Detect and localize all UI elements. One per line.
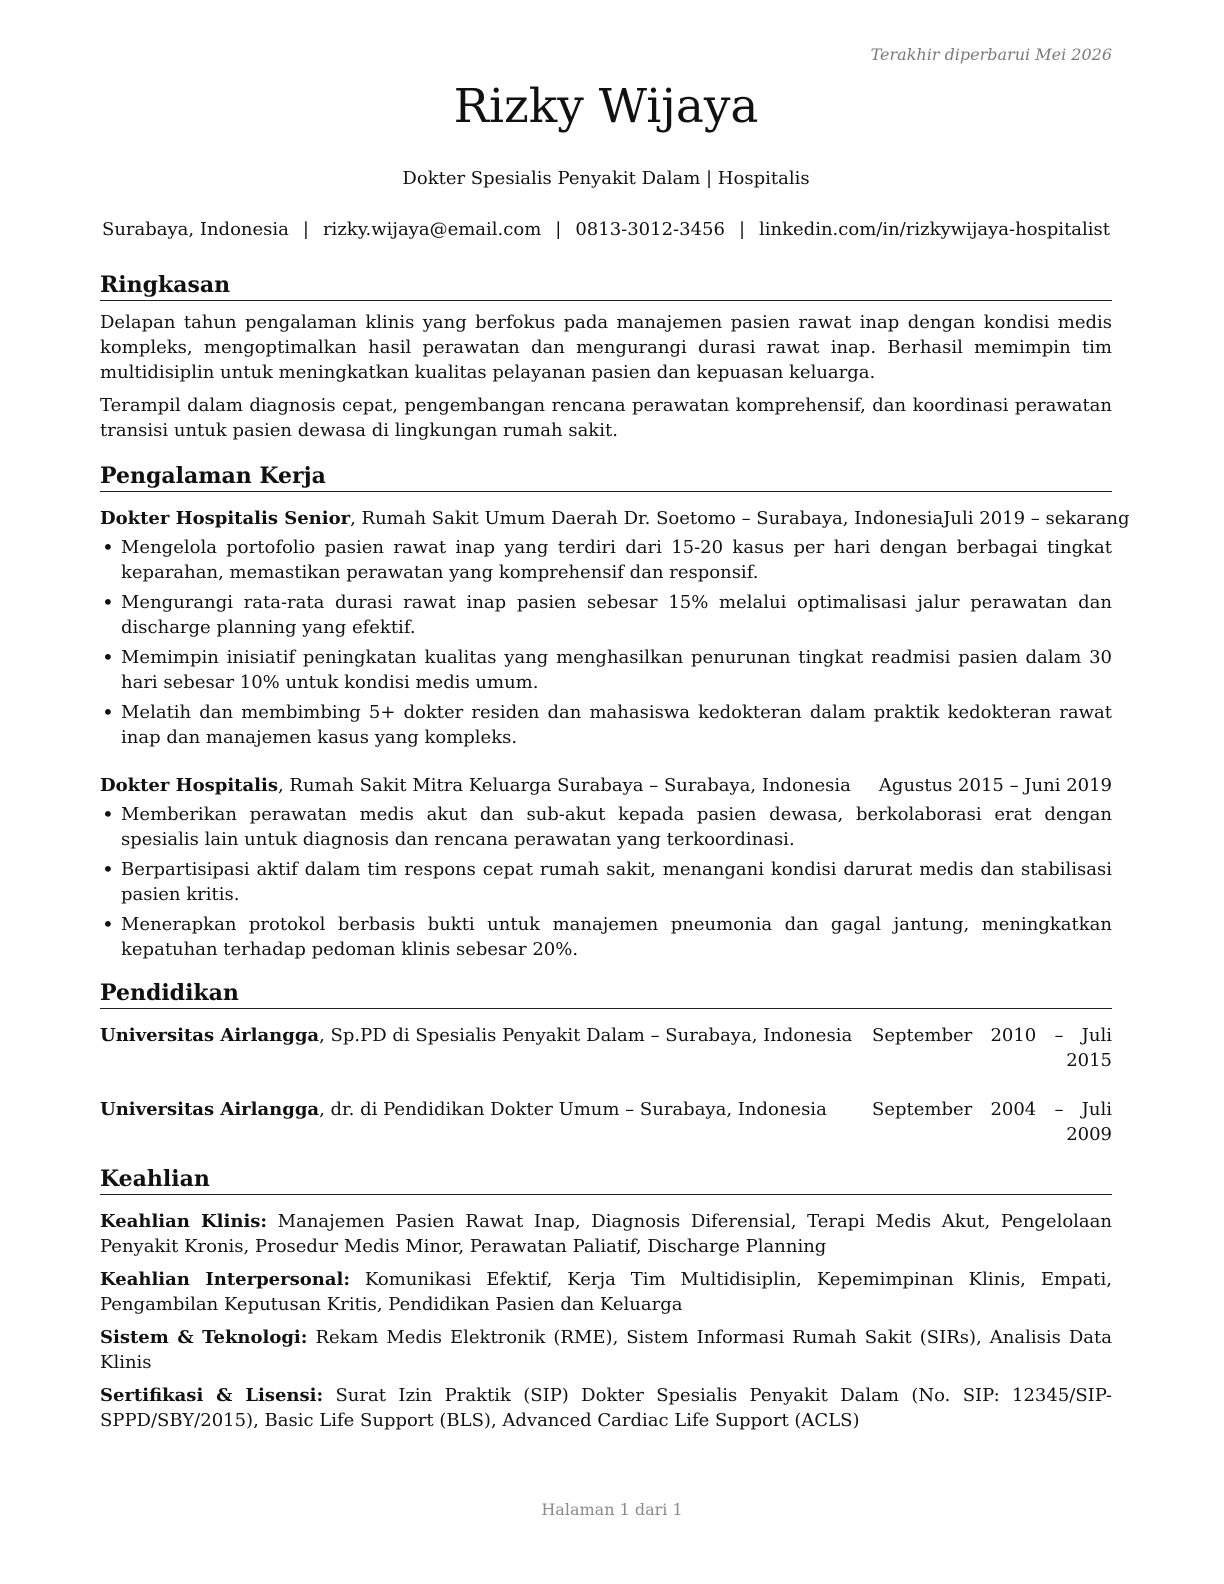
section-title-education: Pendidikan [100,978,1112,1009]
job-dates: Agustus 2015 – Juni 2019 [878,775,1112,796]
job-header [100,773,1112,798]
contact-location: Surabaya, Indonesia [101,219,289,240]
skill-text: Rekam Medis Elektronik (RME), Sistem Informasi Rumah Sakit (SIRs), Analisis Data Klinis [100,1327,1112,1373]
skill-label: Sistem & Teknologi: [100,1327,308,1348]
education-entry [100,1023,1112,1073]
section-title-skills: Keahlian [100,1164,1112,1195]
skill-text: Manajemen Pasien Rawat Inap, Diagnosis Diferensial, Terapi Medis Akut, Pengelolaan Penyakit Kronis, Prosedur Medis Minor, Perawatan Paliatif, Discharge Planning [100,1211,1112,1257]
summary-paragraph: Terampil dalam diagnosis cepat, pengembangan rencana perawatan komprehensif, dan koordinasi perawatan transisi untuk pasien dewasa di lingkungan rumah sakit. [100,395,1112,441]
job-organization: , Rumah Sakit Umum Daerah Dr. Soetomo – Surabaya, Indonesia [350,508,944,529]
education-dates: September 2010 – Juli 2015 [872,1025,1112,1071]
education-school: Universitas Airlangga [100,1099,320,1120]
page-number: Halaman 1 dari 1 [541,1500,683,1519]
summary-paragraph: Delapan tahun pengalaman klinis yang berfokus pada manajemen pasien rawat inap dengan kondisi medis kompleks, mengoptimalkan hasil perawatan dan mengurangi durasi rawat inap. Berhasil memimpin tim multidisiplin untuk meningkatkan kualitas pelayanan pasien dan kepuasan keluarga. [100,312,1112,383]
job-bullet: • Mengurangi rata-rata durasi rawat inap pasien sebesar 15% melalui optimalisasi jalur perawatan dan discharge planning yang efektif. [100,590,1112,640]
last-updated: Terakhir diperbarui Mei 2026 [870,45,1112,64]
contact-email[interactable]: rizky.wijaya@email.com [322,219,542,240]
contact-separator: | [555,219,562,240]
job-bullet: • Mengelola portofolio pasien rawat inap yang terdiri dari 15-20 kasus per hari dengan berbagai tingkat keparahan, memastikan perawatan yang komprehensif dan responsif. [100,535,1112,585]
education-detail: , dr. di Pendidikan Dokter Umum – Surabaya, Indonesia [319,1099,827,1120]
job-header [100,506,1130,531]
skill-label: Keahlian Klinis: [100,1211,268,1232]
skill-text: Komunikasi Efektif, Kerja Tim Multidisiplin, Kepemimpinan Klinis, Empati, Pengambilan Keputusan Kritis, Pendidikan Pasien dan Keluarga [100,1269,1112,1315]
tagline: Dokter Spesialis Penyakit Dalam | Hospitalis [402,168,810,189]
skills-section [100,1209,1112,1433]
job-organization: , Rumah Sakit Mitra Keluarga Surabaya – Surabaya, Indonesia [277,775,851,796]
education-entry [100,1097,1112,1147]
full-name: Rizky Wijaya [453,79,759,134]
contact-line [100,215,1112,245]
skill-line [100,1209,1112,1259]
education-dates: September 2004 – Juli 2009 [872,1099,1112,1145]
contact-linkedin[interactable]: linkedin.com/in/rizkywijaya-hospitalist [759,219,1111,240]
skill-line [100,1325,1112,1375]
job-role: Dokter Hospitalis [100,775,278,796]
skill-line [100,1267,1112,1317]
job-bullet: • Memimpin inisiatif peningkatan kualitas yang menghasilkan penurunan tingkat readmisi pasien dalam 30 hari sebesar 10% untuk kondisi medis umum. [100,645,1112,695]
job-bullet: • Berpartisipasi aktif dalam tim respons cepat rumah sakit, menangani kondisi darurat medis dan stabilisasi pasien kritis. [100,857,1112,907]
job-dates: Juli 2019 – sekarang [943,508,1130,529]
contact-separator: | [302,219,309,240]
skill-label: Sertifikasi & Lisensi: [100,1385,324,1406]
education-school: Universitas Airlangga [100,1025,320,1046]
job-bullet: • Memberikan perawatan medis akut dan sub-akut kepada pasien dewasa, berkolaborasi erat dengan spesialis lain untuk diagnosis dan rencana perawatan yang terkoordinasi. [100,802,1112,852]
section-title-experience: Pengalaman Kerja [100,461,1112,492]
summary-section [100,310,1112,443]
job-bullets [100,802,1112,962]
job-bullet: • Melatih dan membimbing 5+ dokter residen dan mahasiswa kedokteran dalam praktik kedokteran rawat inap dan manajemen kasus yang kompleks. [100,700,1112,750]
job-entry [100,506,1130,750]
contact-separator: | [738,219,746,240]
job-bullets [100,535,1112,750]
resume-page [100,40,1130,1433]
job-role: Dokter Hospitalis Senior [100,508,351,529]
education-detail: , Sp.PD di Spesialis Penyakit Dalam – Surabaya, Indonesia [319,1025,853,1046]
skill-label: Keahlian Interpersonal: [100,1269,350,1290]
job-entry [100,773,1112,962]
contact-phone: 0813-3012-3456 [575,219,725,240]
skill-line [100,1383,1112,1433]
section-title-summary: Ringkasan [100,270,1112,301]
job-bullet: • Menerapkan protokol berbasis bukti untuk manajemen pneumonia dan gagal jantung, meningkatkan kepatuhan terhadap pedoman klinis sebesar 20%. [100,912,1112,962]
skill-text: Surat Izin Praktik (SIP) Dokter Spesialis Penyakit Dalam (No. SIP: 12345/SIP-SPPD/SBY/2015), Basic Life Support (BLS), Advanced Cardiac Life Support (ACLS) [100,1385,1112,1431]
